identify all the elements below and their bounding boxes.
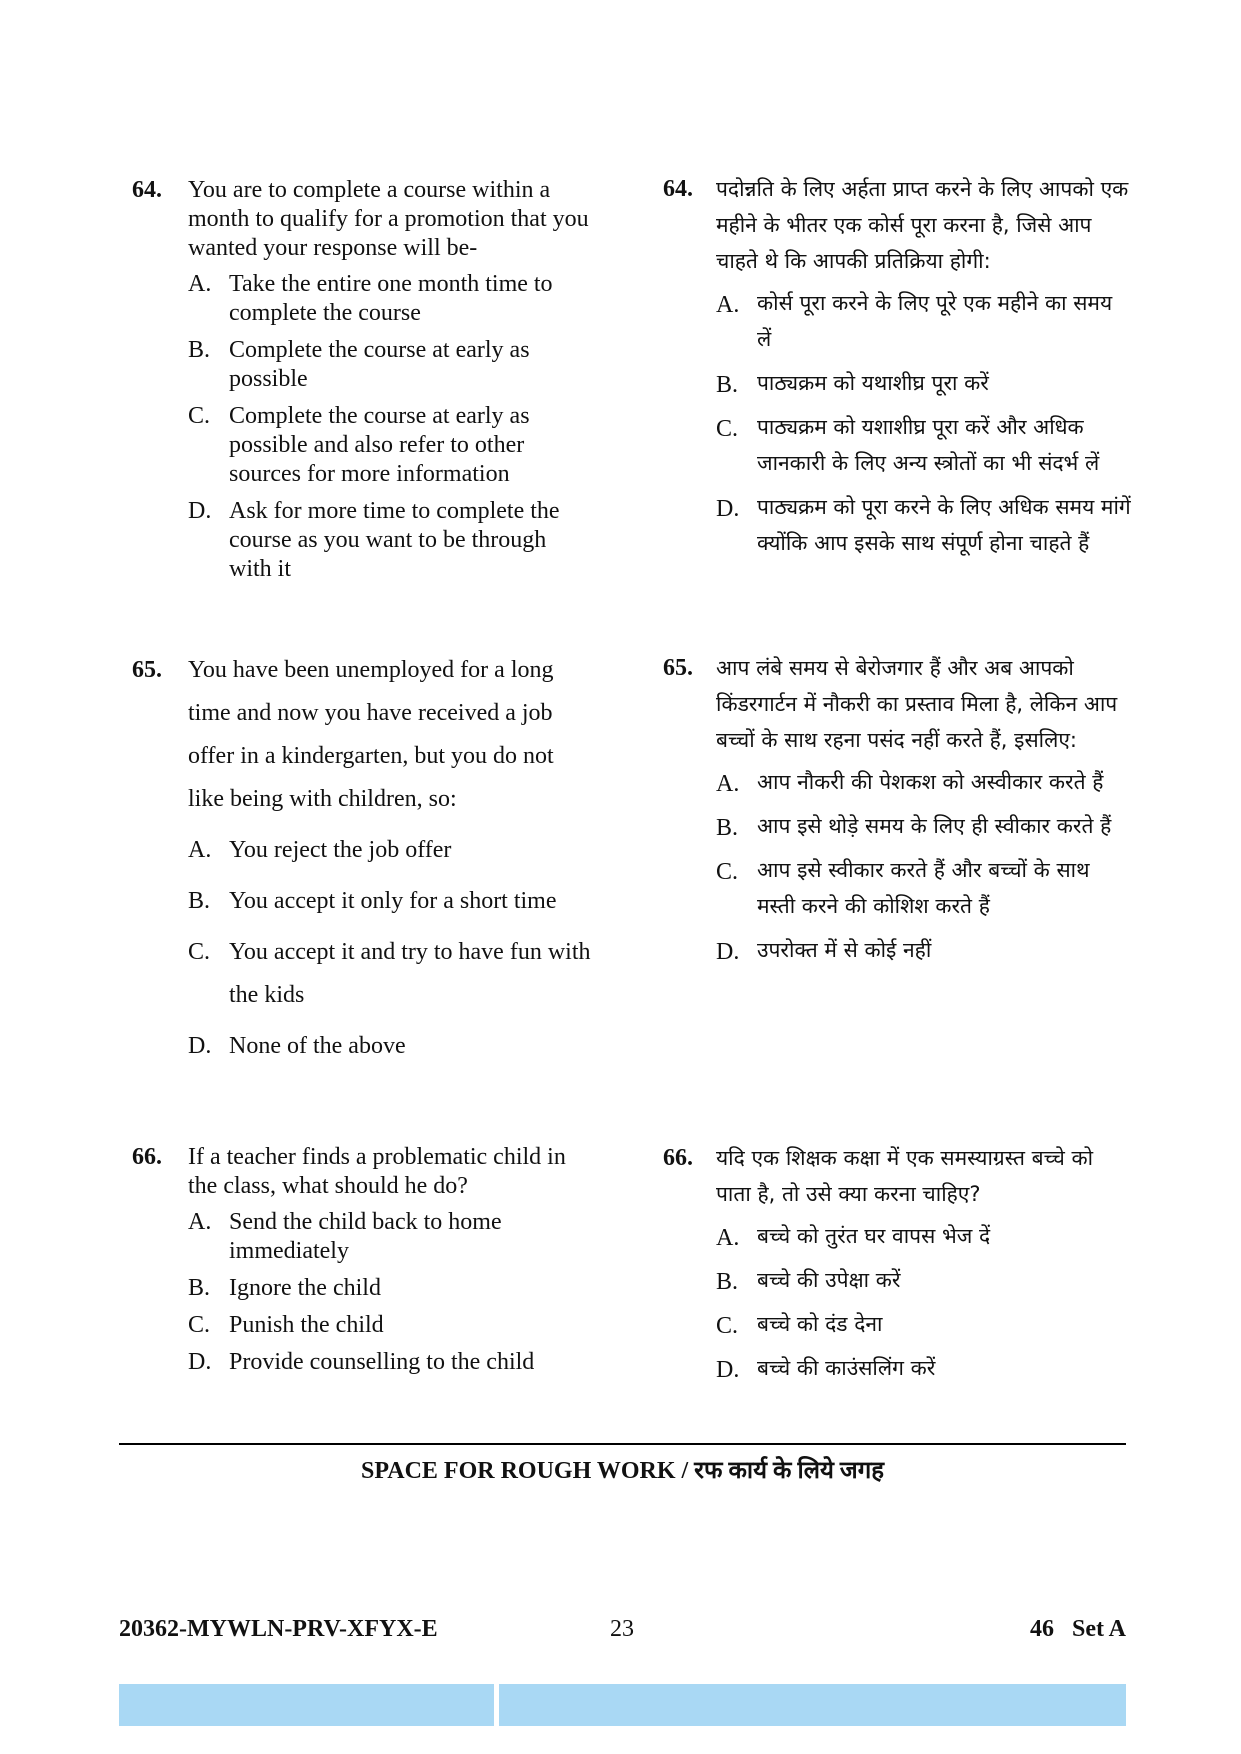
- option-c[interactable]: C. पाठ्यक्रम को यशाशीघ्र पूरा करें और अधिक जानकारी के लिए अन्य स्त्रोतों का भी संदर्भ लें: [716, 415, 1100, 475]
- option-a[interactable]: A. कोर्स पूरा करने के लिए पूरे एक महीने का समय लें: [716, 291, 1113, 351]
- question-65-english: [132, 649, 592, 1068]
- option-c[interactable]: C. आप इसे स्वीकार करते हैं और बच्चों के साथ मस्ती करने की कोशिश करते हैं: [716, 858, 1090, 918]
- option-d[interactable]: D. Provide counselling to the child: [188, 1349, 535, 1375]
- set-label: 46 Set A: [1030, 1616, 1126, 1642]
- option-b[interactable]: B. आप इसे थोड़े समय के लिए ही स्वीकार करते हैं: [716, 814, 1112, 841]
- question-64-hindi: [663, 171, 1133, 561]
- question-text: पदोन्नति के लिए अर्हता प्राप्त करने के लिए आपको एक महीने के भीतर एक कोर्स पूरा करना है, जिसे आप चाहते थे कि आपकी प्रतिक्रिया होगी:: [716, 177, 1129, 273]
- question-number: 64.: [663, 176, 693, 202]
- option-d[interactable]: D. None of the above: [188, 1033, 406, 1059]
- footer-band-right: [499, 1684, 1126, 1726]
- option-c[interactable]: C. You accept it and try to have fun with the kids: [188, 939, 591, 1008]
- question-text: You have been unemployed for a long time and now you have received a job offer in a kindergarten, but you do not like being with children, so:: [188, 657, 554, 812]
- question-number: 65.: [663, 655, 693, 681]
- question-66-english: [132, 1143, 592, 1377]
- option-d[interactable]: D. पाठ्यक्रम को पूरा करने के लिए अधिक समय मांगें क्योंकि आप इसके साथ संपूर्ण होना चाहते हैं: [716, 495, 1131, 555]
- question-65-hindi: [663, 650, 1133, 968]
- option-b[interactable]: B. Complete the course at early as possible: [188, 337, 530, 392]
- question-text: आप लंबे समय से बेरोजगार हैं और अब आपको किंडरगार्टन में नौकरी का प्रस्ताव मिला है, लेकिन आप बच्चों के साथ रहना पसंद नहीं करते हैं, इसलिए:: [716, 656, 1118, 752]
- option-b[interactable]: B. Ignore the child: [188, 1275, 381, 1301]
- option-a[interactable]: A. Take the entire one month time to complete the course: [188, 271, 553, 326]
- footer-band-left: [119, 1684, 494, 1726]
- option-c[interactable]: C. Punish the child: [188, 1312, 384, 1338]
- question-text: यदि एक शिक्षक कक्षा में एक समस्याग्रस्त बच्चे को पाता है, तो उसे क्या करना चाहिए?: [716, 1146, 1094, 1206]
- question-66-hindi: [663, 1140, 1133, 1386]
- option-d[interactable]: D. बच्चे की काउंसलिंग करें: [716, 1356, 936, 1383]
- option-a[interactable]: A. बच्चे को तुरंत घर वापस भेज दें: [716, 1224, 991, 1251]
- page-number: 23: [610, 1616, 634, 1642]
- divider: [119, 1443, 1126, 1445]
- question-64-english: [132, 176, 592, 584]
- question-number: 66.: [663, 1145, 693, 1171]
- option-b[interactable]: B. बच्चे की उपेक्षा करें: [716, 1268, 901, 1295]
- option-a[interactable]: A. आप नौकरी की पेशकश को अस्वीकार करते हैं: [716, 770, 1104, 797]
- question-number: 65.: [132, 657, 162, 683]
- option-b[interactable]: B. You accept it only for a short time: [188, 888, 557, 914]
- option-a[interactable]: A. You reject the job offer: [188, 837, 452, 863]
- question-text: You are to complete a course within a month to qualify for a promotion that you wanted your response will be-: [188, 177, 589, 261]
- question-text: If a teacher finds a problematic child in the class, what should he do?: [188, 1144, 566, 1199]
- rough-work-heading: SPACE FOR ROUGH WORK / रफ कार्य के लिये जगह: [361, 1458, 884, 1484]
- option-a[interactable]: A. Send the child back to home immediately: [188, 1209, 502, 1264]
- question-number: 66.: [132, 1144, 162, 1170]
- option-c[interactable]: C. बच्चे को दंड देना: [716, 1312, 883, 1339]
- paper-code: 20362-MYWLN-PRV-XFYX-E: [119, 1616, 438, 1642]
- option-b[interactable]: B. पाठ्यक्रम को यथाशीघ्र पूरा करें: [716, 371, 989, 398]
- question-number: 64.: [132, 177, 162, 203]
- option-c[interactable]: C. Complete the course at early as possible and also refer to other sources for more information: [188, 403, 530, 487]
- option-d[interactable]: D. उपरोक्त में से कोई नहीं: [716, 938, 932, 965]
- option-d[interactable]: D. Ask for more time to complete the course as you want to be through with it: [188, 498, 560, 582]
